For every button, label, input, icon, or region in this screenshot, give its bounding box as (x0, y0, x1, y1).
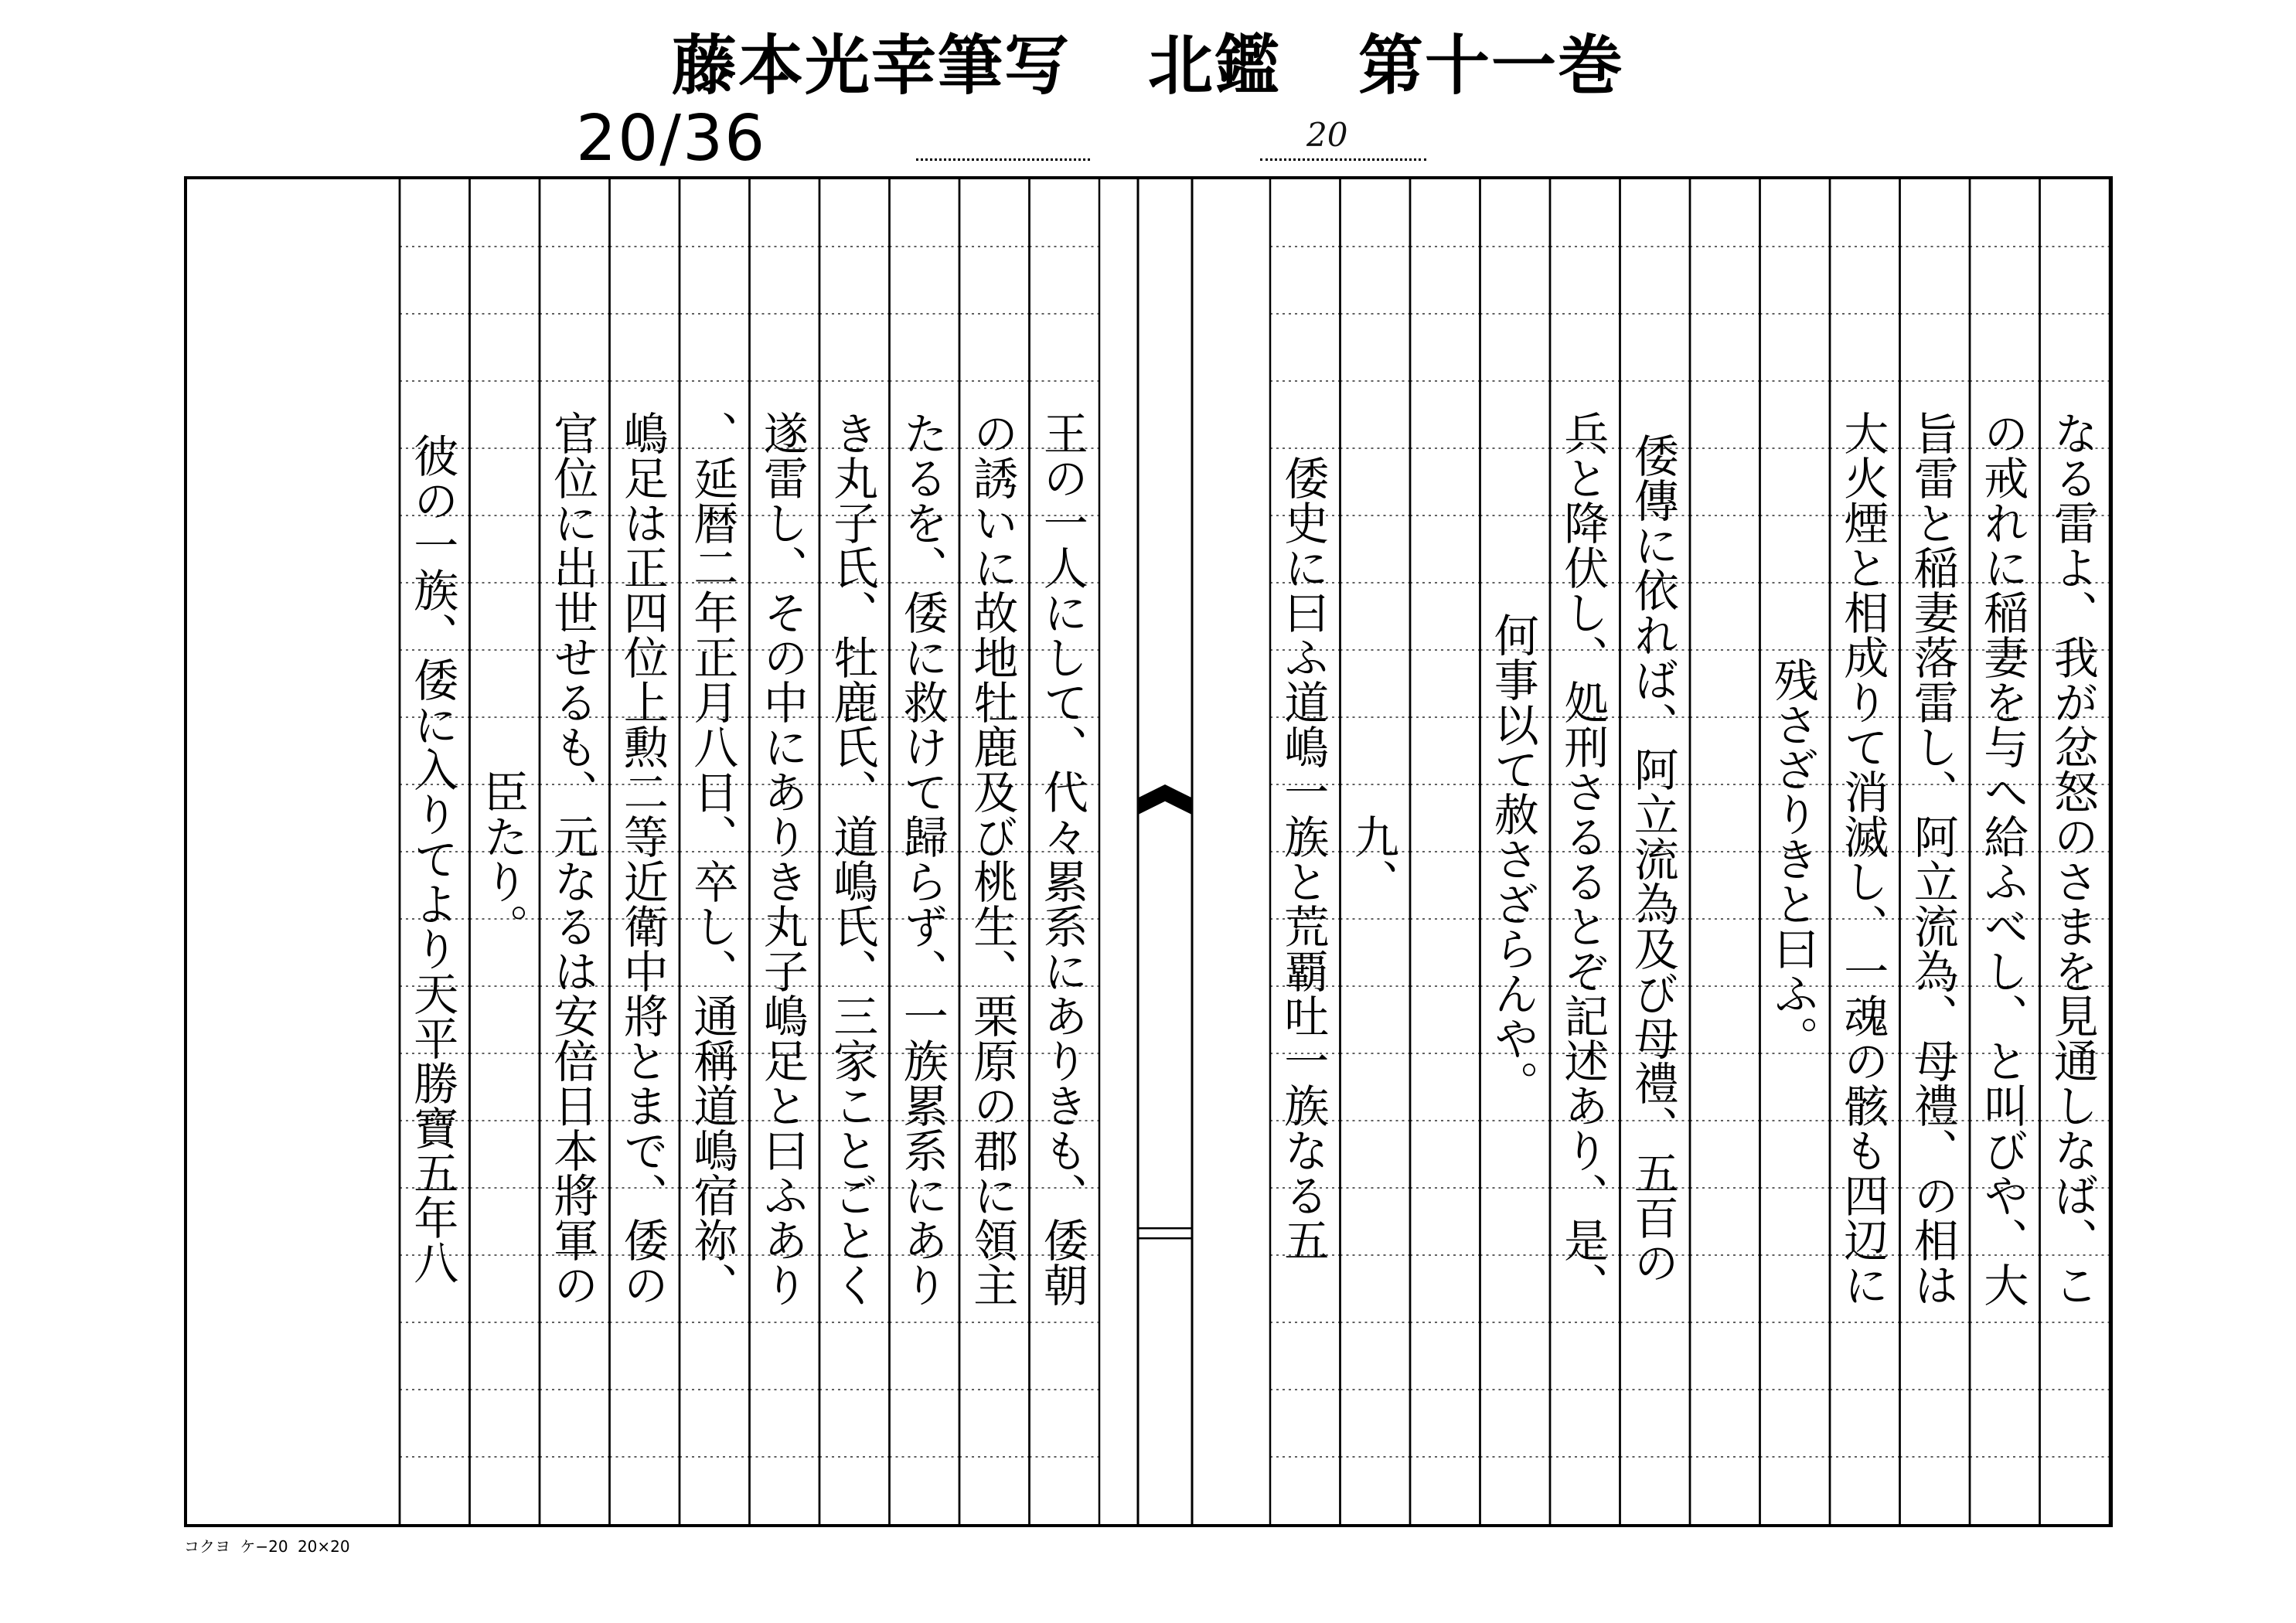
right-page-column: 兵と降伏し、処刑さるるとぞ記述あり、是、 (1556, 410, 1610, 1307)
manuscript-sheet (184, 176, 2113, 1527)
left-page-column: 嶋足は正四位上勲二等近衛中將とまで、倭の (615, 410, 669, 1307)
page-number: 20/36 (576, 102, 767, 175)
right-page-column (1694, 198, 1756, 1519)
left-page-column: 彼の一族、倭に入りてより天平勝寶五年八 (406, 433, 459, 1284)
title-part-1: 藤本光幸筆写 (671, 28, 1071, 104)
title-part-2: 北鑑 (1147, 28, 1281, 104)
right-page-column: の戒れに稲妻を与へ給ふべし、と叫びや、大 (1976, 410, 2029, 1307)
left-page-column: 官位に出世せるも、元なるは安倍日本將軍の (546, 410, 599, 1307)
right-page-column: 九、 (1346, 814, 1399, 903)
right-page-column: 残さざりきと曰ふ。 (1766, 657, 1819, 1060)
right-page-column (1414, 198, 1476, 1519)
left-page-column: の誘いに故地牡鹿及び桃生、栗原の郡に領主 (966, 410, 1019, 1307)
page-title (0, 23, 2296, 108)
spine-fishtail-mark (1138, 784, 1192, 815)
right-page-column: 倭傳に依れば、阿立流為及び母禮、五百の (1626, 433, 1679, 1284)
right-page-column: 旨雷と稲妻落雷し、阿立流為、母禮、の相は (1906, 410, 1959, 1307)
dotted-rule-right (1260, 158, 1426, 161)
paper-footer (184, 1536, 350, 1557)
left-page-column: 臣たり。 (475, 769, 529, 948)
handwritten-page-number: 20 (1306, 116, 1348, 154)
dotted-rule-left (916, 158, 1090, 161)
footer-grid-size: 20×20 (297, 1537, 350, 1556)
footer-brand: コクヨ (184, 1537, 230, 1556)
left-page-column: 遂雷し、その中にありき丸子嶋足と曰ふあり (755, 410, 809, 1307)
right-page-column: 倭史に曰ふ道嶋一族と荒覇吐一族なる五 (1276, 455, 1330, 1262)
right-page-column: なる雷よ、我が忿怒のさまを見通しなば、こ (2046, 410, 2099, 1307)
title-part-3: 第十一巻 (1358, 28, 1625, 104)
left-page-column: 王の一人にして、代々累系にありきも、倭朝 (1035, 410, 1088, 1307)
right-page-column: 大火煙と相成りて消滅し、一魂の骸も四辺に (1836, 410, 1889, 1307)
left-page-column: き丸子氏、牡鹿氏、道嶋氏、三家ことごとく (826, 410, 879, 1307)
footer-product-code: ケ−20 (240, 1537, 288, 1556)
left-page-column: たるを、倭に救けて歸らず、一族累系にあり (895, 410, 949, 1307)
left-page-column: 、延暦二年正月八日、卒し、通稱道嶋宿祢、 (686, 410, 739, 1307)
right-page-column: 何事以て赦さざらんや。 (1486, 612, 1539, 1105)
